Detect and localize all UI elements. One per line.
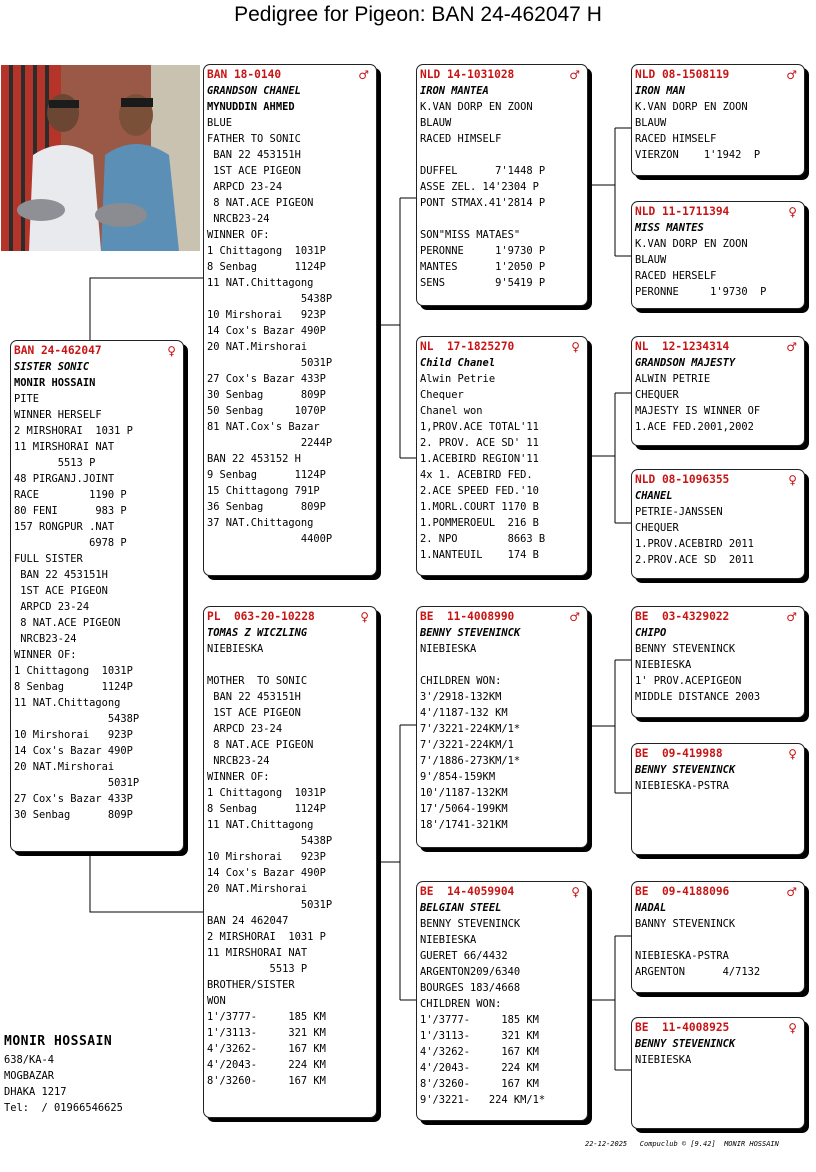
pedigree-line: NRCB23-24 <box>207 213 270 225</box>
pedigree-line: 9'/3221- 224 KM/1* <box>420 1094 546 1106</box>
pedigree-line: 1'/3113- 321 KM <box>207 1027 326 1039</box>
pedigree-line: BLUE <box>207 117 233 129</box>
page-title: Pedigree for Pigeon: BAN 24-462047 H <box>234 3 602 26</box>
pedigree-line: 4'/3262- 167 KM <box>420 1046 539 1058</box>
pedigree-line: GRANDSON MAJESTY <box>635 357 736 369</box>
pedigree-line <box>635 932 801 948</box>
pedigree-line: Chequer <box>420 389 464 401</box>
female-symbol-icon: ♀ <box>571 340 580 354</box>
pedigree-line: IRON MAN <box>635 85 686 97</box>
pedigree-line: 20 NAT.Mirshorai <box>207 883 308 895</box>
pedigree-line: 8 Senbag 1124P <box>207 261 326 273</box>
pedigree-line: 5438P <box>207 835 333 847</box>
pedigree-line: 1'/3777- 185 KM <box>420 1014 539 1026</box>
pedigree-line: CHIPO <box>635 627 667 639</box>
male-symbol-icon: ♂ <box>569 68 580 82</box>
female-symbol-icon: ♀ <box>360 610 369 624</box>
pedigree-line: NIEBIESKA-PSTRA <box>635 780 729 792</box>
pedigree-line: GUERET 66/4432 <box>420 950 508 962</box>
pedigree-line: NIEBIESKA <box>635 1054 692 1066</box>
pedigree-line: 80 FENI 983 P <box>14 505 127 517</box>
pigeon-card-dds[interactable] <box>631 881 805 993</box>
pedigree-line: 4'/2043- 224 KM <box>420 1062 539 1074</box>
pedigree-line: K.VAN DORP EN ZOON <box>635 238 748 250</box>
owner-address-block <box>4 1034 123 1116</box>
pedigree-line: 1ST ACE PIGEON <box>14 585 108 597</box>
pedigree-line: 14 Cox's Bazar 490P <box>207 867 326 879</box>
ring-number: BAN 24-462047 ♀ <box>14 344 176 358</box>
pedigree-line: 5513 P <box>14 457 96 469</box>
male-symbol-icon: ♂ <box>786 340 797 354</box>
female-symbol-icon: ♀ <box>788 1021 797 1035</box>
pedigree-line: 7'/3221-224KM/1* <box>420 723 521 735</box>
ring-number: BE 09-419988 ♀ <box>635 747 797 761</box>
pedigree-line: 8 NAT.ACE PIGEON <box>207 739 314 751</box>
pedigree-line: BOURGES 183/4668 <box>420 982 521 994</box>
pedigree-line: SISTER SONIC <box>14 361 90 373</box>
pedigree-line: 1.PROV.ACEBIRD 2011 <box>635 538 754 550</box>
pedigree-line: BLAUW <box>635 117 667 129</box>
pedigree-line: 18'/1741-321KM <box>420 819 508 831</box>
pedigree-line: 1ST ACE PIGEON <box>207 165 301 177</box>
pedigree-line <box>420 657 584 673</box>
pedigree-line: ARGENTON 4/7132 <box>635 966 761 978</box>
pedigree-line: CHILDREN WON: <box>420 998 502 1010</box>
male-symbol-icon: ♂ <box>358 68 369 82</box>
pedigree-line: 1,PROV.ACE TOTAL'11 <box>420 421 539 433</box>
pedigree-line: BAN 24 462047 <box>207 915 289 927</box>
pedigree-line: 9 Senbag 1124P <box>207 469 326 481</box>
pedigree-line: 4400P <box>207 533 333 545</box>
pedigree-line: BAN 22 453151H <box>14 569 108 581</box>
pedigree-line: 2244P <box>207 437 333 449</box>
pigeon-card-ssd[interactable] <box>631 201 805 309</box>
pigeon-card-dam[interactable] <box>203 606 377 1118</box>
pedigree-line <box>207 657 373 673</box>
male-symbol-icon: ♂ <box>569 610 580 624</box>
pigeon-card-sire-sire[interactable] <box>416 64 588 306</box>
pedigree-line: SON"MISS MATAES" <box>420 229 521 241</box>
pedigree-line: WINNER OF: <box>14 649 77 661</box>
pedigree-line: DUFFEL 7'1448 P <box>420 165 546 177</box>
pedigree-line: 10'/1187-132KM <box>420 787 508 799</box>
pedigree-line: 11 MIRSHORAI NAT <box>14 441 115 453</box>
ring-number: BE 03-4329022 ♂ <box>635 610 797 624</box>
pedigree-line: 1.ACEBIRD REGION'11 <box>420 453 539 465</box>
pedigree-line: CHEQUER <box>635 522 679 534</box>
ring-number: BE 14-4059904 ♀ <box>420 885 580 899</box>
pedigree-line: ASSE ZEL. 14'2304 P <box>420 181 539 193</box>
pedigree-line: NIEBIESKA <box>420 643 477 655</box>
ring-number: NL 12-1234314 ♂ <box>635 340 797 354</box>
ring-number: NLD 11-1711394 ♀ <box>635 205 797 219</box>
pedigree-line: BAN 22 453152 H <box>207 453 301 465</box>
pigeon-card-sire[interactable] <box>203 64 377 576</box>
pedigree-line: 8 Senbag 1124P <box>14 681 133 693</box>
ring-number: BE 11-4008990 ♂ <box>420 610 580 624</box>
pedigree-line: ARPCD 23-24 <box>14 601 90 613</box>
pedigree-line: GRANDSON CHANEL <box>207 85 301 97</box>
pedigree-line: BROTHER/SISTER <box>207 979 295 991</box>
pedigree-line: 5031P <box>14 777 140 789</box>
pedigree-line: IRON MANTEA <box>420 85 489 97</box>
pedigree-line: 3'/2918-132KM <box>420 691 502 703</box>
pedigree-line: RACE 1190 P <box>14 489 127 501</box>
pedigree-line: 20 NAT.Mirshorai <box>14 761 115 773</box>
pedigree-line: RACED HERSELF <box>635 270 717 282</box>
pigeon-card-subject[interactable] <box>10 340 184 852</box>
pedigree-line: 1' PROV.ACEPIGEON <box>635 675 742 687</box>
pedigree-line: 8 NAT.ACE PIGEON <box>14 617 121 629</box>
pedigree-line: 11 NAT.Chittagong <box>14 697 121 709</box>
pedigree-line: 1.NANTEUIL 174 B <box>420 549 539 561</box>
pedigree-line: WINNER OF: <box>207 771 270 783</box>
pigeon-card-dam-sire[interactable] <box>416 606 588 848</box>
pedigree-line: PITE <box>14 393 40 405</box>
pedigree-line: 11 NAT.Chittagong <box>207 277 314 289</box>
pedigree-line: NIEBIESKA-PSTRA <box>635 950 729 962</box>
pedigree-line: WON <box>207 995 226 1007</box>
pedigree-line: MIDDLE DISTANCE 2003 <box>635 691 761 703</box>
pedigree-line: TOMAS Z WICZLING <box>207 627 308 639</box>
pedigree-line: 20 NAT.Mirshorai <box>207 341 308 353</box>
pedigree-line: 1.ACE FED.2001,2002 <box>635 421 754 433</box>
pedigree-line: 2 MIRSHORAI 1031 P <box>207 931 326 943</box>
pedigree-line <box>420 211 584 227</box>
pedigree-line: PERONNE 1'9730 P <box>420 245 546 257</box>
pedigree-line: 14 Cox's Bazar 490P <box>207 325 326 337</box>
pigeon-card-dsd[interactable] <box>631 743 805 855</box>
pedigree-line: FULL SISTER <box>14 553 83 565</box>
pedigree-line: PONT STMAX.41'2814 P <box>420 197 546 209</box>
pigeon-card-sss[interactable] <box>631 64 805 176</box>
pedigree-line: 2. PROV. ACE SD' 11 <box>420 437 539 449</box>
pedigree-line: BANNY STEVENINCK <box>635 918 736 930</box>
ring-number: NLD 08-1508119 ♂ <box>635 68 797 82</box>
female-symbol-icon: ♀ <box>167 344 176 358</box>
pigeon-card-sds[interactable] <box>631 336 805 446</box>
pedigree-line: 10 Mirshorai 923P <box>207 309 326 321</box>
pedigree-line: ARGENTON209/6340 <box>420 966 521 978</box>
pedigree-line: BLAUW <box>635 254 667 266</box>
pedigree-line: 2.PROV.ACE SD 2011 <box>635 554 754 566</box>
ring-number: NLD 08-1096355 ♀ <box>635 473 797 487</box>
pedigree-line: 11 MIRSHORAI NAT <box>207 947 308 959</box>
ring-number: BAN 18-0140 ♂ <box>207 68 369 82</box>
pedigree-line: BENNY STEVENINCK <box>635 764 736 776</box>
pedigree-line: 5438P <box>14 713 140 725</box>
pedigree-line: RACED HIMSELF <box>635 133 717 145</box>
pedigree-line: 1 Chittagong 1031P <box>207 787 326 799</box>
footer-credit: 22-12-2025 Compuclub © [9.42] MONIR HOSSAIN <box>585 1140 779 1148</box>
pedigree-line: 1.POMMEROEUL 216 B <box>420 517 539 529</box>
pedigree-line: ARPCD 23-24 <box>207 181 283 193</box>
pedigree-line: K.VAN DORP EN ZOON <box>420 101 533 113</box>
pigeon-card-sdd[interactable] <box>631 469 805 579</box>
male-symbol-icon: ♂ <box>786 885 797 899</box>
pedigree-line: BELGIAN STEEL <box>420 902 502 914</box>
pedigree-line: 81 NAT.Cox's Bazar <box>207 421 320 433</box>
pedigree-line: NIEBIESKA <box>420 934 477 946</box>
pedigree-line: 4'/1187-132 KM <box>420 707 508 719</box>
pedigree-line: 1.MORL.COURT 1170 B <box>420 501 539 513</box>
pedigree-line: 2.ACE SPEED FED.'10 <box>420 485 539 497</box>
pedigree-line: BENNY STEVENINCK <box>420 918 521 930</box>
pedigree-line: 37 NAT.Chittagong <box>207 517 314 529</box>
ring-number: PL 063-20-10228 ♀ <box>207 610 369 624</box>
pedigree-line: 1 Chittagong 1031P <box>207 245 326 257</box>
female-symbol-icon: ♀ <box>571 885 580 899</box>
pigeon-card-dam-dam[interactable] <box>416 881 588 1121</box>
pedigree-line: 17'/5064-199KM <box>420 803 508 815</box>
pedigree-line: 15 Chittagong 791P <box>207 485 320 497</box>
pedigree-line: RACED HIMSELF <box>420 133 502 145</box>
pedigree-line: 30 Senbag 809P <box>207 389 326 401</box>
pedigree-line: 10 Mirshorai 923P <box>207 851 326 863</box>
pedigree-line: 8 NAT.ACE PIGEON <box>207 197 314 209</box>
pigeon-card-sire-dam[interactable] <box>416 336 588 576</box>
pedigree-line: VIERZON 1'1942 P <box>635 149 761 161</box>
pedigree-line: BAN 22 453151H <box>207 149 301 161</box>
pedigree-line: 8 Senbag 1124P <box>207 803 326 815</box>
owner-address-line: DHAKA 1217 <box>4 1086 67 1098</box>
pedigree-line: MYNUDDIN AHMED <box>207 101 295 113</box>
pedigree-line: 14 Cox's Bazar 490P <box>14 745 133 757</box>
male-symbol-icon: ♂ <box>786 610 797 624</box>
pedigree-line: WINNER HERSELF <box>14 409 102 421</box>
pedigree-line: 1'/3113- 321 KM <box>420 1030 539 1042</box>
pedigree-line: 1ST ACE PIGEON <box>207 707 301 719</box>
pedigree-line: 5031P <box>207 357 333 369</box>
pedigree-line: 4x 1. ACEBIRD FED. <box>420 469 533 481</box>
ring-number: BE 09-4188096 ♂ <box>635 885 797 899</box>
pedigree-line: NRCB23-24 <box>207 755 270 767</box>
pedigree-line: NADAL <box>635 902 667 914</box>
pedigree-line: 2 MIRSHORAI 1031 P <box>14 425 133 437</box>
pedigree-line: NIEBIESKA <box>635 659 692 671</box>
ring-number: BE 11-4008925 ♀ <box>635 1021 797 1035</box>
pedigree-line: 6978 P <box>14 537 127 549</box>
pedigree-line: 4'/2043- 224 KM <box>207 1059 326 1071</box>
owner-address-line: MOGBAZAR <box>4 1070 55 1082</box>
pedigree-line <box>420 147 584 163</box>
pedigree-line: 157 RONGPUR .NAT <box>14 521 115 533</box>
pedigree-line: PERONNE 1'9730 P <box>635 286 767 298</box>
pedigree-line: CHANEL <box>635 490 673 502</box>
pedigree-line: BLAUW <box>420 117 452 129</box>
pigeon-card-dss[interactable] <box>631 606 805 718</box>
pedigree-line: ALWIN PETRIE <box>635 373 711 385</box>
pigeon-card-ddd[interactable] <box>631 1017 805 1129</box>
pedigree-line: PETRIE-JANSSEN <box>635 506 723 518</box>
pedigree-line: 8'/3260- 167 KM <box>207 1075 326 1087</box>
pedigree-line: BENNY STEVENINCK <box>635 1038 736 1050</box>
pedigree-line: 36 Senbag 809P <box>207 501 326 513</box>
pedigree-line: FATHER TO SONIC <box>207 133 301 145</box>
pedigree-line: 10 Mirshorai 923P <box>14 729 133 741</box>
pedigree-line: 1 Chittagong 1031P <box>14 665 133 677</box>
pedigree-line: BAN 22 453151H <box>207 691 301 703</box>
male-symbol-icon: ♂ <box>786 68 797 82</box>
pedigree-line: 4'/3262- 167 KM <box>207 1043 326 1055</box>
pedigree-line: 5031P <box>207 899 333 911</box>
pedigree-line: 9'/854-159KM <box>420 771 496 783</box>
pedigree-line: Child Chanel <box>420 357 496 369</box>
pedigree-line: CHILDREN WON: <box>420 675 502 687</box>
pedigree-line: WINNER OF: <box>207 229 270 241</box>
pedigree-line: BENNY STEVENINCK <box>420 627 521 639</box>
pedigree-line: 7'/3221-224KM/1 <box>420 739 514 751</box>
pedigree-line: 27 Cox's Bazar 433P <box>14 793 133 805</box>
pedigree-line: MONIR HOSSAIN <box>14 377 96 389</box>
ring-number: NLD 14-1031028 ♂ <box>420 68 580 82</box>
female-symbol-icon: ♀ <box>788 747 797 761</box>
pedigree-line: Alwin Petrie <box>420 373 496 385</box>
pedigree-line: SENS 9'5419 P <box>420 277 546 289</box>
pedigree-line: MOTHER TO SONIC <box>207 675 308 687</box>
pedigree-line: 5438P <box>207 293 333 305</box>
owner-phone: Tel: / 01966546625 <box>4 1102 123 1114</box>
female-symbol-icon: ♀ <box>788 473 797 487</box>
pedigree-line: 1'/3777- 185 KM <box>207 1011 326 1023</box>
pedigree-line: 7'/1886-273KM/1* <box>420 755 521 767</box>
pedigree-line: MANTES 1'2050 P <box>420 261 546 273</box>
pedigree-line: 48 PIRGANJ.JOINT <box>14 473 115 485</box>
pedigree-line: K.VAN DORP EN ZOON <box>635 101 748 113</box>
pedigree-line: 5513 P <box>207 963 308 975</box>
pedigree-line: NIEBIESKA <box>207 643 264 655</box>
female-symbol-icon: ♀ <box>788 205 797 219</box>
pedigree-line: 27 Cox's Bazar 433P <box>207 373 326 385</box>
pedigree-line: Chanel won <box>420 405 483 417</box>
pedigree-line: MAJESTY IS WINNER OF <box>635 405 761 417</box>
pedigree-line: 8'/3260- 167 KM <box>420 1078 539 1090</box>
owner-name: MONIR HOSSAIN <box>4 1034 113 1049</box>
ring-number: NL 17-1825270 ♀ <box>420 340 580 354</box>
pedigree-line: MISS MANTES <box>635 222 704 234</box>
pedigree-line: 50 Senbag 1070P <box>207 405 326 417</box>
pedigree-line: BENNY STEVENINCK <box>635 643 736 655</box>
pedigree-line: 2. NPO 8663 B <box>420 533 546 545</box>
pedigree-line: CHEQUER <box>635 389 679 401</box>
owner-address-line: 638/KA-4 <box>4 1054 55 1066</box>
pedigree-line: NRCB23-24 <box>14 633 77 645</box>
pedigree-line: ARPCD 23-24 <box>207 723 283 735</box>
pedigree-line: 11 NAT.Chittagong <box>207 819 314 831</box>
pedigree-line: 30 Senbag 809P <box>14 809 133 821</box>
